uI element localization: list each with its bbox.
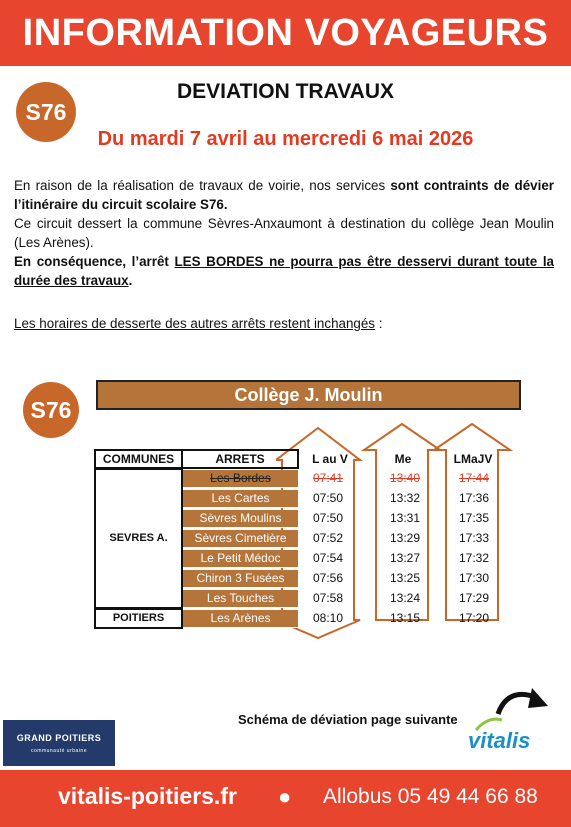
time-cell: 13:32 [389, 491, 421, 505]
time-cell: 17:29 [458, 591, 490, 605]
time-cell: 07:58 [312, 591, 344, 605]
stop-cell: Le Petit Médoc [183, 550, 298, 568]
time-cell: 13:40 [389, 471, 421, 485]
stop-cell: Chiron 3 Fusées [183, 570, 298, 588]
time-cell: 17:35 [458, 511, 490, 525]
bullet-separator: ● [278, 784, 292, 809]
time-cell: 17:36 [458, 491, 490, 505]
notice-paragraph-3: En conséquence, l’arrêt LES BORDES ne pourra pas être desservi durant toute la durée des travaux. [14, 254, 554, 288]
header-banner [0, 0, 571, 66]
time-cell: 17:44 [458, 471, 490, 485]
time-cell: 13:25 [389, 571, 421, 585]
time-cell: 08:10 [312, 611, 344, 625]
notice-subtitle: DEVIATION TRAVAUX [176, 80, 394, 103]
notice-paragraph-1: En raison de la réalisation de travaux de voirie, nos services sont contraints de dévier l’itinéraire du circuit scolaire S76. [14, 178, 554, 212]
stop-cell: Sèvres Cimetière [183, 530, 298, 548]
vitalis-logo: vitalis [468, 728, 531, 753]
stop-cell: Les Bordes [183, 470, 298, 488]
time-cell: 07:50 [312, 511, 344, 525]
time-cell: 07:54 [312, 551, 344, 565]
grand-poitiers-logo: GRAND POITIERS communauté urbaine [3, 720, 115, 766]
time-cell: 07:52 [312, 531, 344, 545]
notice-paragraph-4: Les horaires de desserte des autres arrêts restent inchangés : [14, 316, 383, 331]
route-name-bar: Collège J. Moulin [96, 380, 521, 410]
footer-banner [0, 770, 571, 827]
time-cell: 13:29 [389, 531, 421, 545]
time-cell: 13:15 [389, 611, 421, 625]
commune-poitiers: POITIERS [112, 612, 165, 624]
time-cell: 07:41 [312, 471, 344, 485]
header-col2: Me [394, 452, 412, 466]
time-cell: 17:30 [458, 571, 490, 585]
time-cell: 07:50 [312, 491, 344, 505]
header-stops: ARRETS [215, 452, 265, 466]
time-cell: 13:24 [389, 591, 421, 605]
stop-cell: Sèvres Moulins [183, 510, 298, 528]
time-cell: 17:33 [458, 531, 490, 545]
time-cell: 17:20 [458, 611, 490, 625]
time-cell: 13:27 [389, 551, 421, 565]
notice-dates: Du mardi 7 avril au mercredi 6 mai 2026 [97, 128, 474, 150]
line-badge: S76 [16, 82, 76, 142]
header-col1: L au V [312, 452, 348, 466]
header-title: INFORMATION VOYAGEURS [22, 12, 549, 54]
header-col3: LMaJV [453, 452, 493, 466]
line-badge-timetable: S76 [23, 382, 79, 438]
website-link[interactable]: vitalis-poitiers.fr [58, 783, 237, 809]
notice-paragraph-2: Ce circuit dessert la commune Sèvres-Anxaumont à destination du collège Jean Moulin (Les Arènes). [14, 216, 554, 250]
stop-cell: Les Cartes [183, 490, 298, 508]
time-cell: 13:31 [389, 511, 421, 525]
header-communes: COMMUNES [102, 452, 175, 466]
footer-note: Schéma de déviation page suivante [238, 712, 458, 727]
commune-sevres: SEVRES A. [109, 532, 168, 544]
time-cell: 17:32 [458, 551, 490, 565]
stop-cell: Les Arènes [183, 610, 298, 628]
stop-cell: Les Touches [183, 590, 298, 608]
phone-number[interactable]: Allobus 05 49 44 66 88 [323, 785, 538, 808]
time-cell: 07:56 [312, 571, 344, 585]
